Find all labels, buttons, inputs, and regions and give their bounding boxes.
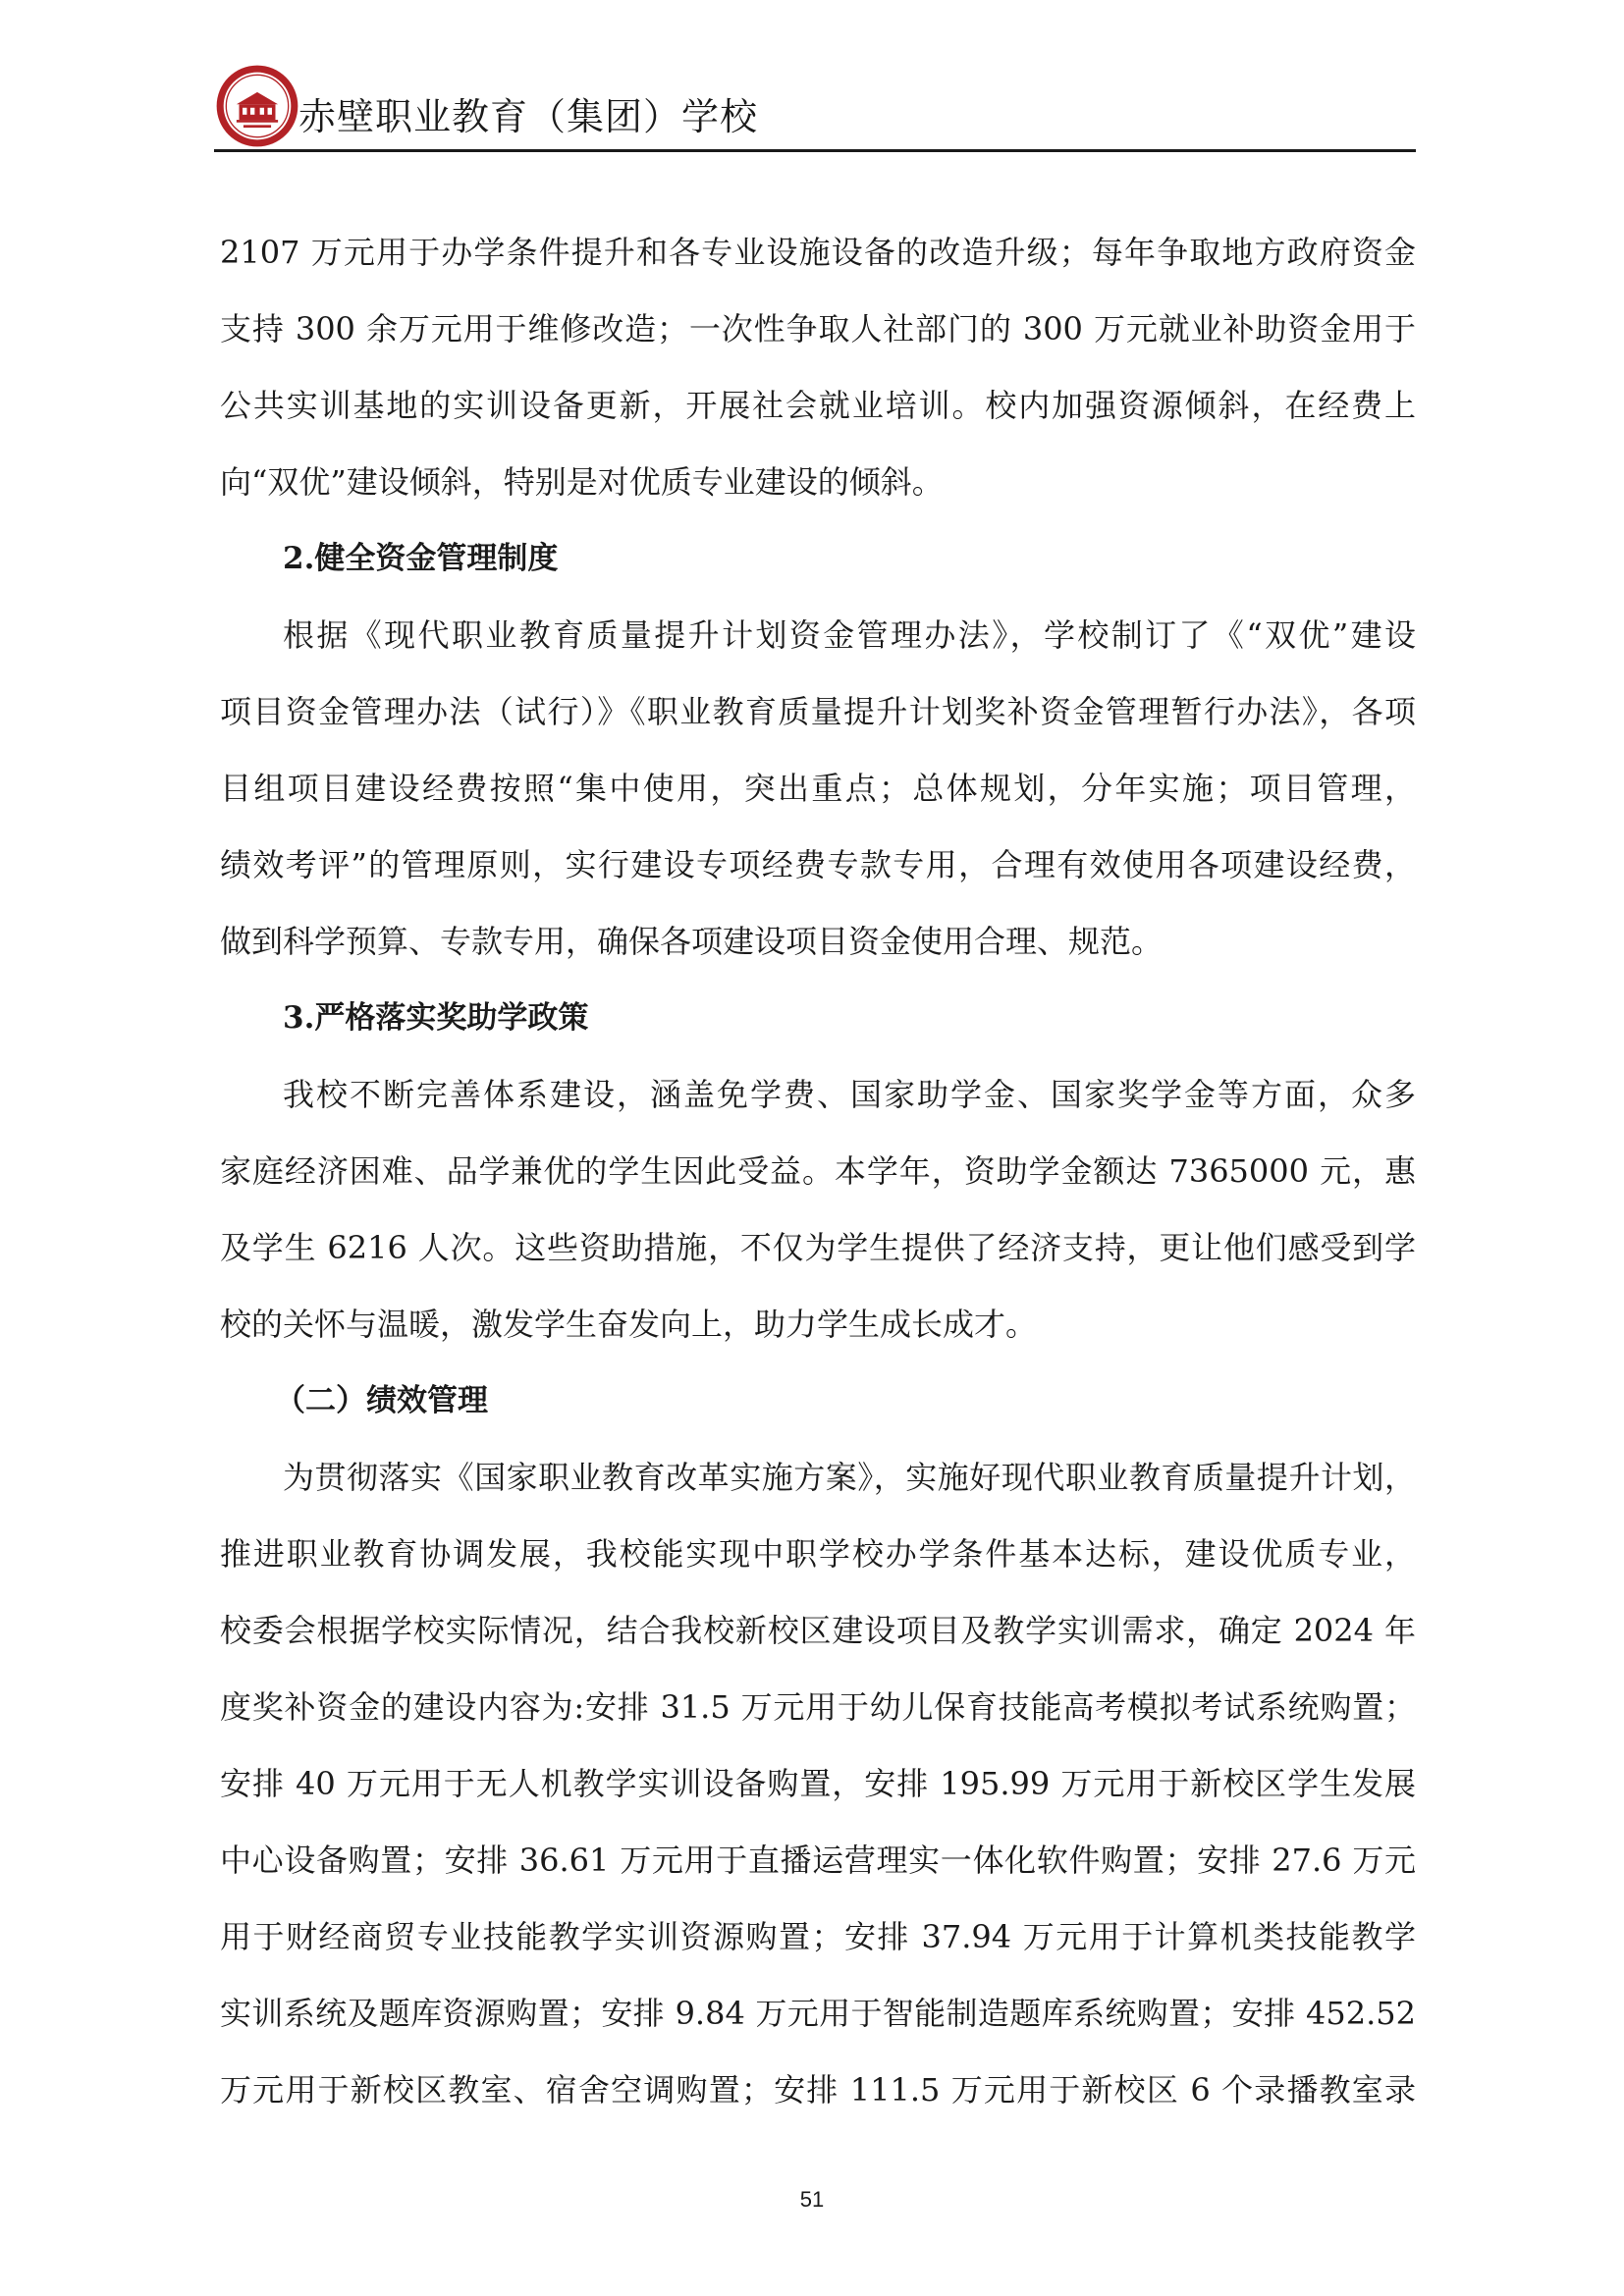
text-line: 为贯彻落实《国家职业教育改革实施方案》，实施好现代职业教育质量提升计划， bbox=[283, 1459, 1416, 1496]
text-line: 公共实训基地的实训设备更新，开展社会就业培训。校内加强资源倾斜，在经费上 bbox=[220, 387, 1416, 424]
header-divider bbox=[214, 149, 1416, 152]
school-logo-icon bbox=[214, 63, 300, 149]
text-line: 校的关怀与温暖，激发学生奋发向上，助力学生成长成才。 bbox=[220, 1306, 1038, 1343]
text-line: 做到科学预算、专款专用，确保各项建设项目资金使用合理、规范。 bbox=[220, 923, 1164, 960]
text-line: 安排 40 万元用于无人机教学实训设备购置，安排 195.99 万元用于新校区学生发展 bbox=[220, 1765, 1416, 1802]
page-number: 51 bbox=[799, 2187, 825, 2212]
text-line: 项目资金管理办法（试行）》《职业教育质量提升计划奖补资金管理暂行办法》，各项 bbox=[220, 693, 1416, 730]
text-line: 万元用于新校区教室、宿舍空调购置；安排 111.5 万元用于新校区 6 个录播教室录 bbox=[220, 2071, 1416, 2109]
text-line: 及学生 6216 人次。这些资助措施，不仅为学生提供了经济支持，更让他们感受到学 bbox=[220, 1229, 1416, 1266]
text-line: 家庭经济困难、品学兼优的学生因此受益。本学年，资助学金额达 7365000 元，惠 bbox=[220, 1152, 1416, 1190]
text-line: 校委会根据学校实际情况，结合我校新校区建设项目及教学实训需求，确定 2024 年 bbox=[220, 1612, 1416, 1649]
paragraph-scholarship bbox=[220, 1056, 1416, 1362]
text-line: 实训系统及题库资源购置；安排 9.84 万元用于智能制造题库系统购置；安排 452.52 bbox=[220, 1995, 1416, 2032]
text-line: 度奖补资金的建设内容为:安排 31.5 万元用于幼儿保育技能高考模拟考试系统购置； bbox=[220, 1688, 1416, 1726]
text-line: 目组项目建设经费按照“集中使用，突出重点；总体规划，分年实施；项目管理， bbox=[220, 770, 1416, 807]
paragraph-performance bbox=[220, 1439, 1416, 2128]
page-header bbox=[214, 59, 1416, 155]
text-line: 我校不断完善体系建设，涵盖免学费、国家助学金、国家奖学金等方面，众多 bbox=[283, 1076, 1416, 1113]
text-line: 支持 300 余万元用于维修改造；一次性争取人社部门的 300 万元就业补助资金用于 bbox=[220, 310, 1416, 347]
section-heading: （二）绩效管理 bbox=[275, 1383, 488, 1418]
text-line: 根据《现代职业教育质量提升计划资金管理办法》，学校制订了《“双优”建设 bbox=[283, 616, 1416, 654]
text-line: 绩效考评”的管理原则，实行建设专项经费专款专用，合理有效使用各项建设经费， bbox=[220, 846, 1416, 883]
paragraph-fund-management bbox=[220, 597, 1416, 980]
text-line: 中心设备购置；安排 36.61 万元用于直播运营理实一体化软件购置；安排 27.6 万元 bbox=[220, 1842, 1416, 1879]
section-heading: 2.健全资金管理制度 bbox=[283, 541, 559, 576]
text-line: 推进职业教育协调发展，我校能实现中职学校办学条件基本达标，建设优质专业， bbox=[220, 1535, 1416, 1573]
school-name: 赤壁职业教育（集团）学校 bbox=[298, 95, 759, 138]
text-line: 用于财经商贸专业技能教学实训资源购置；安排 37.94 万元用于计算机类技能教学 bbox=[220, 1918, 1416, 1955]
text-line: 向“双优”建设倾斜，特别是对优质专业建设的倾斜。 bbox=[220, 463, 944, 501]
section-heading: 3.严格落实奖助学政策 bbox=[283, 1000, 589, 1036]
paragraph-funding bbox=[220, 214, 1416, 520]
text-line: 2107 万元用于办学条件提升和各专业设施设备的改造升级；每年争取地方政府资金 bbox=[220, 234, 1416, 271]
document-body bbox=[220, 214, 1416, 2128]
